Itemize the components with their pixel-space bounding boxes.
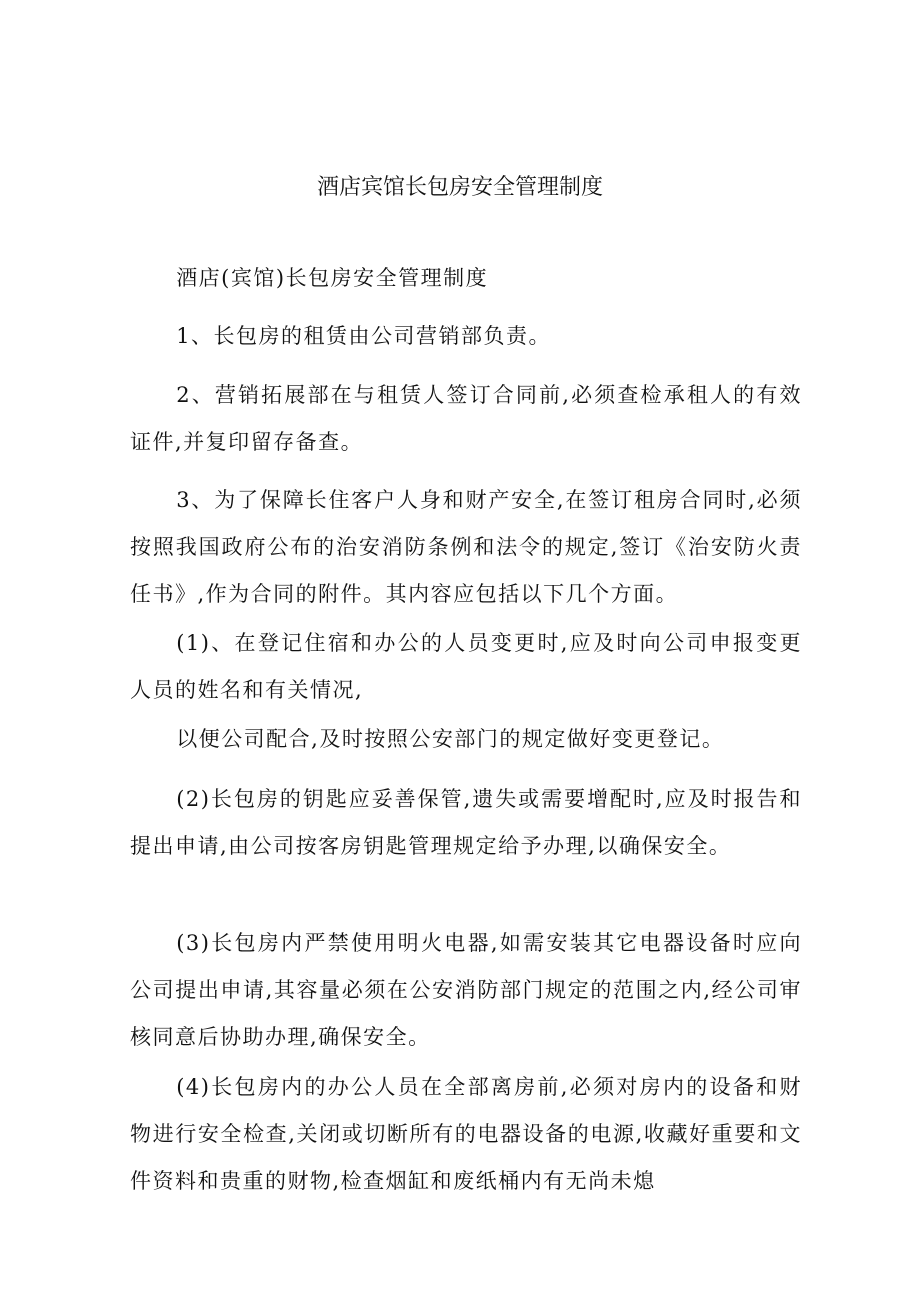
document-title: 酒店宾馆长包房安全管理制度 — [316, 175, 603, 200]
paragraph-3 — [130, 477, 802, 618]
paragraph-text: 1、长包房的租赁由公司营销部负责。 — [176, 324, 552, 348]
paragraph-text: (2)长包房的钥匙应妥善保管,遗失或需要增配时,应及时报告和提出申请,由公司按客房钥匙管理规定给予办理,以确保安全。 — [130, 787, 802, 858]
paragraph-text: 2、营销拓展部在与租赁人签订合同前,必须查检承租人的有效证件,并复印留存备查。 — [130, 383, 802, 454]
paragraph-item-1-cont — [130, 716, 802, 763]
document-subtitle — [130, 255, 802, 302]
paragraph-item-1 — [130, 620, 802, 714]
paragraph-item-4 — [130, 1064, 802, 1205]
paragraph-2 — [130, 372, 802, 466]
paragraph-text: (3)长包房内严禁使用明火电器,如需安装其它电器设备时应向公司提出申请,其容量必须在公安消防部门规定的范围之内,经公司审核同意后协助办理,确保安全。 — [130, 931, 802, 1049]
paragraph-text: 3、为了保障长住客户人身和财产安全,在签订租房合同时,必须按照我国政府公布的治安消防条例和法令的规定,签订《治安防火责任书》,作为合同的附件。其内容应包括以下几个方面。 — [130, 488, 802, 606]
paragraph-item-2 — [130, 776, 802, 870]
paragraph-item-3 — [130, 920, 802, 1061]
paragraph-text: (1)、在登记住宿和办公的人员变更时,应及时向公司申报变更人员的姓名和有关情况, — [130, 631, 802, 702]
paragraph-text: 以便公司配合,及时按照公安部门的规定做好变更登记。 — [176, 727, 725, 751]
paragraph-1 — [130, 313, 802, 360]
subtitle-text: 酒店(宾馆)长包房安全管理制度 — [176, 266, 489, 290]
paragraph-text: (4)长包房内的办公人员在全部离房前,必须对房内的设备和财物进行安全检查,关闭或切断所有的电器设备的电源,收藏好重要和文件资料和贵重的财物,检查烟缸和废纸桶内有无尚未熄 — [130, 1075, 802, 1193]
